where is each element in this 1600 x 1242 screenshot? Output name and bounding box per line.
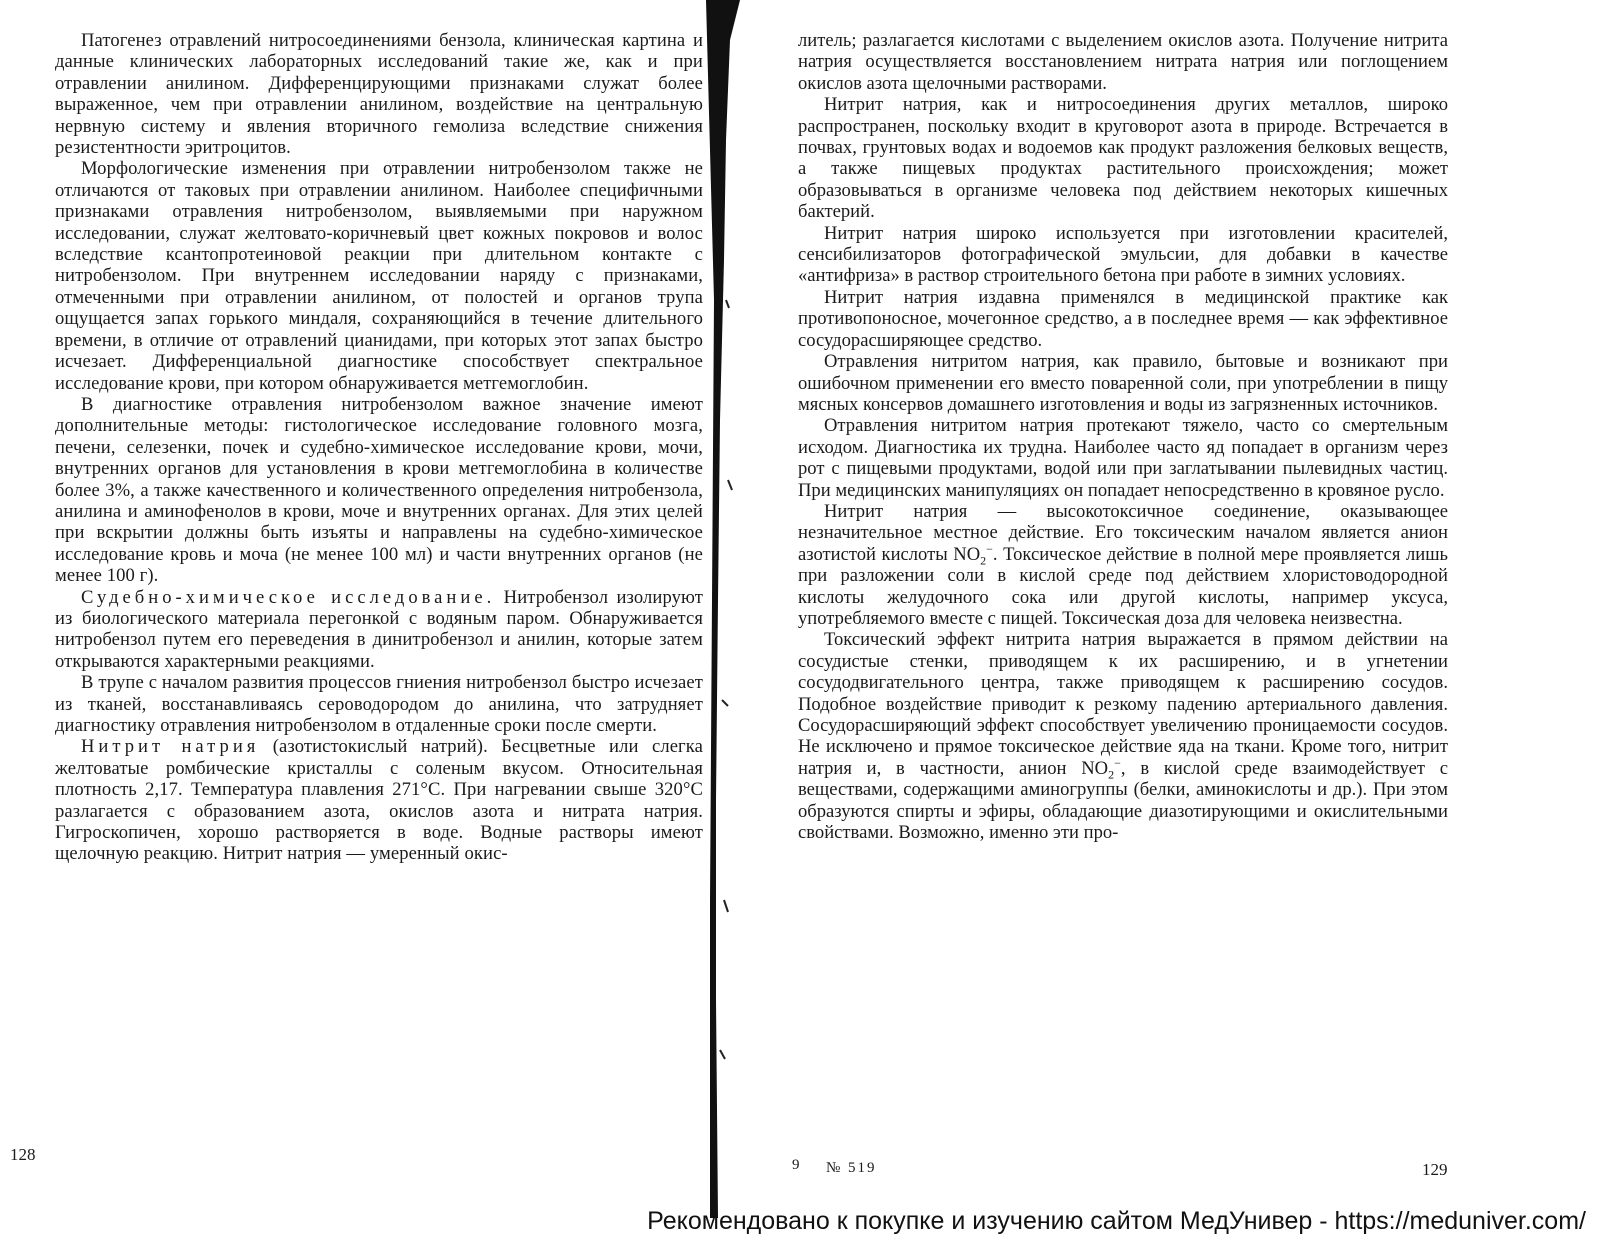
book-spine-shadow xyxy=(704,0,742,1218)
paragraph: Нитрит натрия, как и нитросоединения других металлов, широко распространен, поскольку входит в круговорот азота в природе. Встречается в почвах, грунтовых водах и водоемов как продукт разложения белковых веществ, а также пищевых продуктах растительного происхождения; может образовываться в организме человека под действием некоторых кишечных бактерий. xyxy=(798,94,1448,223)
section-heading-nitrit: Нитрит натрия xyxy=(81,736,260,758)
page-number-left: 128 xyxy=(10,1145,36,1164)
paragraph: Отравления нитритом натрия протекают тяжело, часто со смертельным исходом. Диагностика их трудна. Наиболее часто яд попадает в организм через рот с пищевыми продуктами, водой или при заглатывании пылевидных частиц. При медицинских манипуляциях он попадает непосредственно в кровяное русло. xyxy=(798,415,1448,501)
paragraph: Морфологические изменения при отравлении нитробензолом также не отличаются от таковых при отравлении анилином. Наиболее специфичными признаками отравления нитробензолом, выявляемыми при наружном исследовании, служат желтовато-коричневый цвет кожных покровов и волос вследствие ксантопротеиновой реакции при длительном контакте с нитробензолом. При внутреннем исследовании наряду с признаками, отмеченными при отравлении анилином, от полостей и органов трупа ощущается запах горького миндаля, сохраняющийся в течение длительного времени, в отличие от отравлений цианидами, при которых этот запах быстро исчезает. Дифференциальной диагностике способствует спектральное исследование крови, при котором обнаруживается метгемоглобин. xyxy=(55,158,703,394)
paragraph: Отравления нитритом натрия, как правило, бытовые и возникают при ошибочном применении его вместо поваренной соли, при употреблении в пищу мясных консервов домашнего изготовления и воды из загрязненных источников. xyxy=(798,351,1448,415)
signature-order: № 519 xyxy=(826,1160,877,1176)
right-page xyxy=(798,30,1448,843)
paragraph-text: Нитробензол изолируют из биологического материала перегонкой с водяным паром. Обнаруживается нитробензол путем его переведения в динитробензол и анилин, которые затем открываются характерными реакциями. xyxy=(55,586,703,672)
paragraph: В трупе с началом развития процессов гниения нитробензол быстро исчезает из тканей, восстанавливаясь сероводородом до анилина, что затрудняет диагностику отравления нитробензолом в отдаленные сроки после смерти. xyxy=(55,672,703,736)
section-heading-sudebno: Судебно-химическое исследование. xyxy=(81,586,496,608)
page-number-right: 129 xyxy=(1422,1160,1448,1179)
paragraph-text: , в кислой среде взаимодействует с веществами, содержащими аминогруппы (белки, аминокислоты и др.). При этом образуются спирты и эфиры, обладающие диазотирующими и окислительными свойствами. Возможно, именно эти про- xyxy=(798,757,1448,844)
paragraph-text: (азотистокислый натрий). Бесцветные или слегка желтоватые ромбические кристаллы с соленым вкусом. Относительная плотность 2,17. Температура плавления 271°С. При нагревании свыше 320°С разлагается с образованием азота, окислов азота и нитрата натрия. Гигроскопичен, хорошо растворяется в воде. Водные растворы имеют щелочную реакцию. Нитрит натрия — умеренный окис- xyxy=(55,736,703,865)
formula-superscript: − xyxy=(986,541,993,556)
site-watermark: Рекомендовано к покупке и изучению сайтом МедУнивер - https://meduniver.com/ xyxy=(647,1207,1586,1235)
formula-superscript: − xyxy=(1114,755,1121,770)
left-page xyxy=(55,30,703,865)
paragraph: В диагностике отравления нитробензолом важное значение имеют дополнительные методы: гистологическое исследование головного мозга, печени, селезенки, почек и судебно-химическое исследование крови, мочи, внутренних органов для установления в крови метгемоглобина в количестве более 3%, а также качественного и количественного определения нитробензола, анилина и аминофенолов в крови, моче и внутренних органах. Для этих целей при вскрытии должны быть изъяты и направлены на судебно-химическое исследование кровь и моча (не менее 100 мл) и части внутренних органов (не менее 100 г). xyxy=(55,393,703,587)
formula-subscript: 2 xyxy=(1108,767,1115,782)
paragraph-sudebno xyxy=(55,587,703,673)
paragraph-text: . Токсическое действие в полной мере проявляется лишь при разложении соли в кислой среде под действием хлористоводородной кислоты желудочного сока или другой кислоты, например уксуса, употребляемого вместе с пищей. Токсическая доза для человека неизвестна. xyxy=(798,543,1448,629)
paragraph: Нитрит натрия издавна применялся в медицинской практике как противопоносное, мочегонное средство, а в последнее время — как эффективное сосудорасширяющее средство. xyxy=(798,286,1448,351)
paragraph: Нитрит натрия широко используется при изготовлении красителей, сенсибилизаторов фотографической эмульсии, для добавки в качестве «антифриза» в раствор строительного бетона при работе в зимних условиях. xyxy=(798,222,1448,287)
paragraph: литель; разлагается кислотами с выделением окислов азота. Получение нитрита натрия осуществляется восстановлением нитрата натрия или поглощением окислов азота щелочными растворами. xyxy=(798,30,1448,94)
paragraph-effect xyxy=(798,629,1448,843)
formula-subscript: 2 xyxy=(980,553,987,568)
paragraph-text: Нитрит натрия — высокотоксичное соединение, оказывающее незначительное местное действие. Его токсическим началом является анион азотистой кислоты NO xyxy=(798,500,1448,565)
paragraph-text: Токсический эффект нитрита натрия выражается в прямом действии на сосудистые стенки, приводящем к их расширению, и в угнетении сосудодвигательного центра, также приводящем к расширению сосудов. Подобное воздействие приводит к резкому падению артериального давления. Сосудорасширяющий эффект способствует увеличению проницаемости сосудов. Не исключено и прямое токсическое действие яда на ткани. Кроме того, нитрит натрия и, в частности, анион NO xyxy=(798,629,1448,779)
signature-mark: 9 xyxy=(792,1157,802,1173)
paragraph: Патогенез отравлений нитросоединениями бензола, клиническая картина и данные клинических лабораторных исследований такие же, как и при отравлении анилином. Дифференцирующими признаками служат более выраженное, чем при отравлении анилином, воздействие на центральную нервную систему и явления вторичного гемолиза вследствие снижения резистентности эритроцитов. xyxy=(55,30,703,159)
paragraph-nitrit xyxy=(55,736,703,864)
paragraph-toxic xyxy=(798,501,1448,629)
